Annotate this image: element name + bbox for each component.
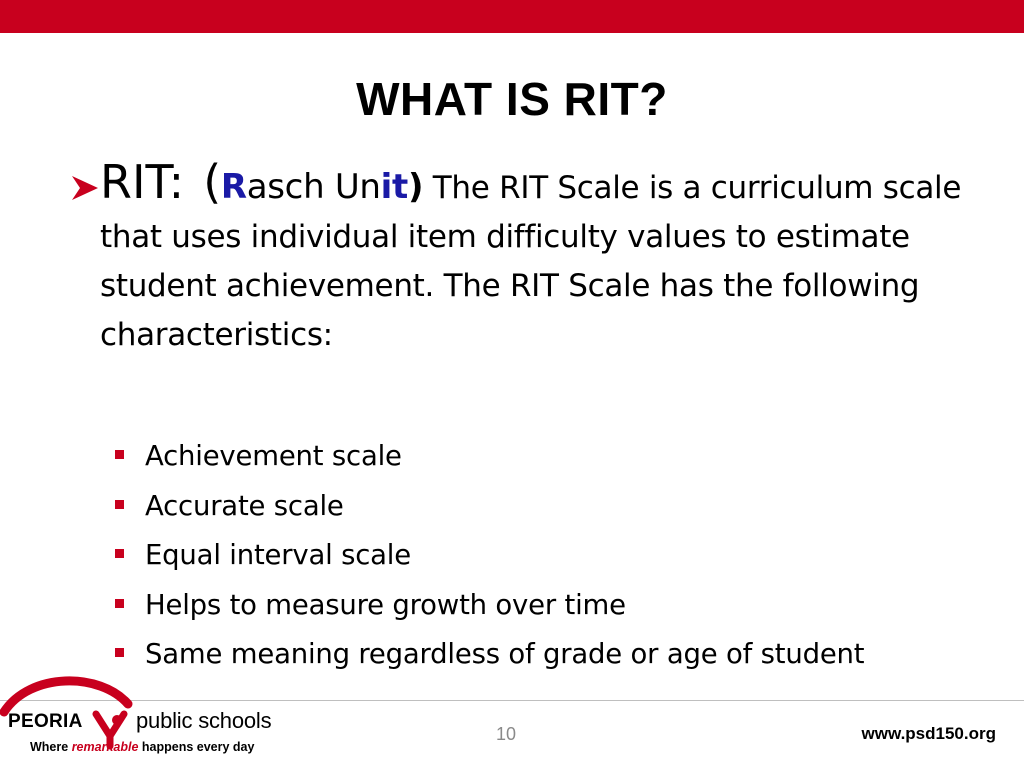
square-bullet-icon <box>115 500 124 509</box>
term-asch-un: asch Un <box>246 167 381 207</box>
list-item-text: Accurate scale <box>145 489 344 522</box>
rasch-unit-term <box>221 167 423 207</box>
close-paren: ) <box>407 167 424 207</box>
square-bullet-icon <box>115 648 124 657</box>
list-item-text: Achievement scale <box>145 440 402 472</box>
tagline-remarkable: remarkable <box>71 740 139 754</box>
rit-label: RIT: <box>100 155 185 209</box>
tagline-pre: Where <box>30 740 72 754</box>
list-item-text: Helps to measure growth over time <box>145 588 626 621</box>
list-item <box>115 482 864 532</box>
logo-peoria-text: PEORIA <box>8 711 83 732</box>
characteristics-list <box>115 432 864 680</box>
square-bullet-icon <box>115 450 124 459</box>
main-bullet <box>70 155 970 360</box>
square-bullet-icon <box>115 549 124 558</box>
term-letter-r: R <box>220 167 247 207</box>
list-item <box>115 581 864 631</box>
logo-public-schools-text: public schools <box>136 708 272 733</box>
list-item-text: Same meaning regardless of grade or age of student <box>145 638 865 670</box>
page-number: 10 <box>496 724 517 744</box>
website-url: www.psd150.org <box>861 724 996 743</box>
top-red-bar <box>0 0 1024 33</box>
logo-tagline <box>30 740 254 754</box>
square-bullet-icon <box>115 599 124 608</box>
open-paren: ( <box>203 155 221 209</box>
list-item <box>115 531 864 581</box>
rit-description: The RIT Scale is a curriculum scale that uses individual item difficulty values to estimate student achievement. The RIT Scale has the following characteristics: <box>100 170 962 353</box>
tagline-post: happens every day <box>138 740 255 754</box>
main-bullet-text <box>100 155 970 360</box>
arrow-bullet-icon <box>70 174 100 202</box>
term-letters-it: it <box>380 167 408 207</box>
list-item <box>115 432 864 482</box>
slide-title: WHAT IS RIT? <box>356 73 668 125</box>
list-item-text: Equal interval scale <box>145 539 411 571</box>
